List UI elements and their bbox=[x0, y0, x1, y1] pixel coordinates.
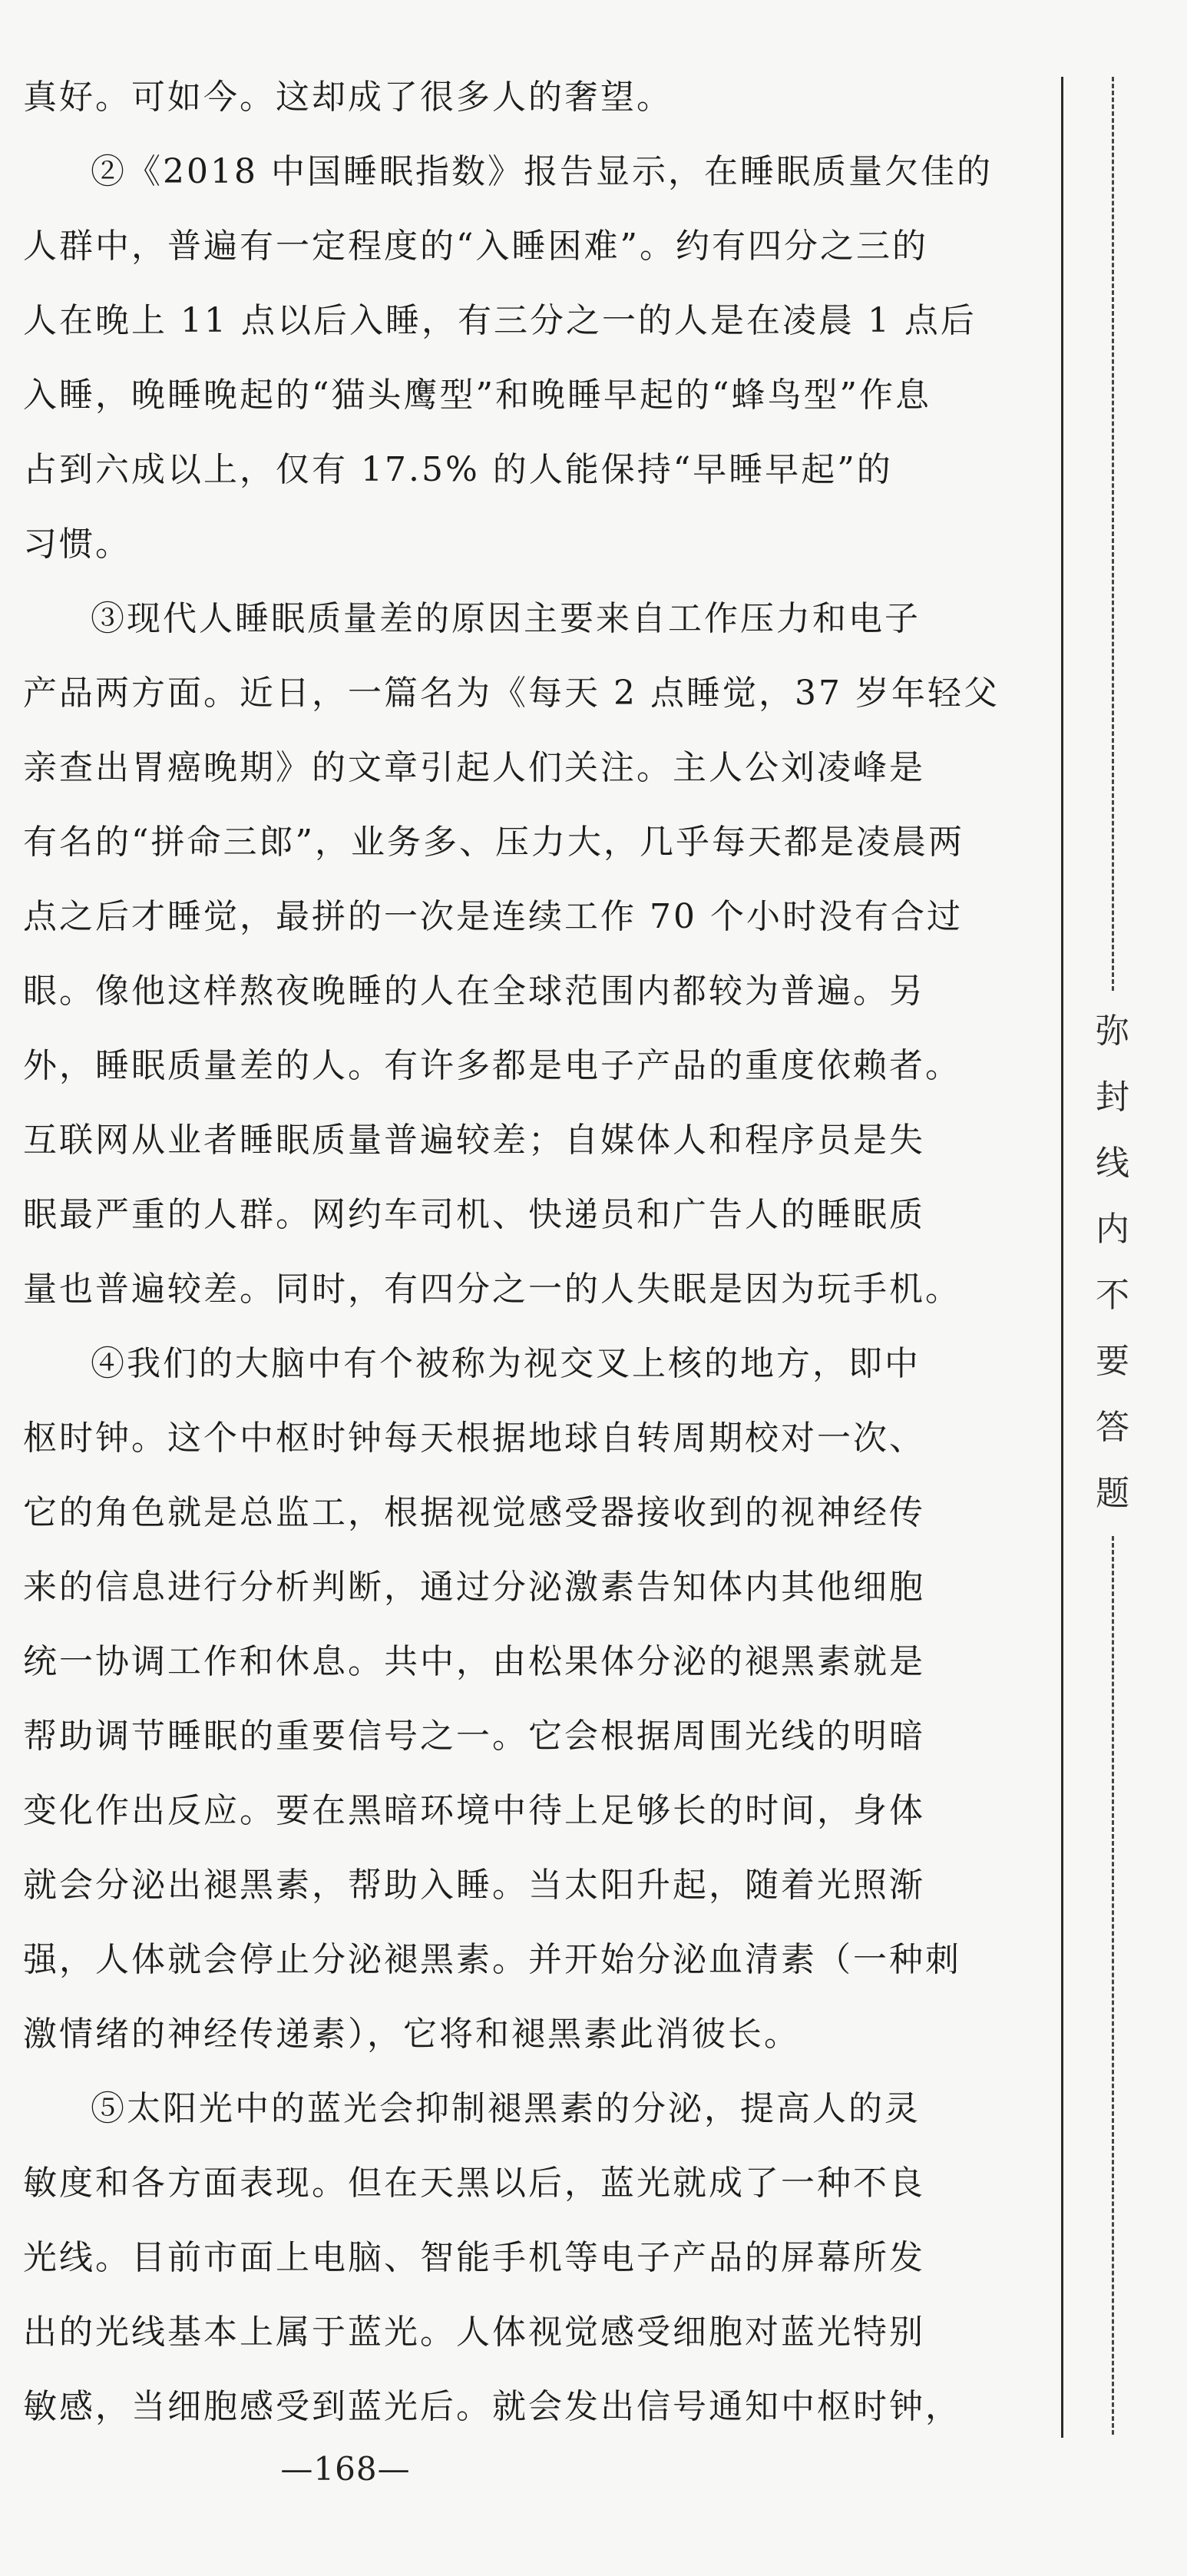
text-line: ④我们的大脑中有个被称为视交叉上核的地方，即中 bbox=[91, 1344, 921, 1383]
seal-char: 答 bbox=[1096, 1408, 1129, 1447]
text-line: 敏度和各方面表现。但在天黑以后，蓝光就成了一种不良 bbox=[23, 2164, 925, 2203]
seal-dashed-line-top bbox=[1112, 77, 1114, 991]
text-line: 产品两方面。近日，一篇名为《每天 2 点睡觉，37 岁年轻父 bbox=[23, 674, 1000, 713]
text-line: 亲查出胃癌晚期》的文章引起人们关注。主人公刘凌峰是 bbox=[23, 748, 925, 787]
text-line: ②《2018 中国睡眠指数》报告显示，在睡眠质量欠佳的 bbox=[91, 152, 993, 191]
seal-dashed-line-bottom bbox=[1112, 1536, 1114, 2435]
text-line: 强，人体就会停止分泌褪黑素。并开始分泌血清素（一种刺 bbox=[23, 1940, 961, 1979]
text-line: ⑤太阳光中的蓝光会抑制褪黑素的分泌，提高人的灵 bbox=[91, 2089, 921, 2128]
text-line: 互联网从业者睡眠质量普遍较差；自媒体人和程序员是失 bbox=[23, 1121, 925, 1160]
text-line: 量也普遍较差。同时，有四分之一的人失眠是因为玩手机。 bbox=[23, 1270, 961, 1309]
text-line: 外，睡眠质量差的人。有许多都是电子产品的重度依赖者。 bbox=[23, 1046, 961, 1085]
text-line: 敏感，当细胞感受到蓝光后。就会发出信号通知中枢时钟， bbox=[23, 2387, 961, 2426]
text-line: ③现代人睡眠质量差的原因主要来自工作压力和电子 bbox=[91, 599, 921, 638]
text-line: 就会分泌出褪黑素，帮助入睡。当太阳升起，随着光照渐 bbox=[23, 1866, 925, 1905]
seal-char: 弥 bbox=[1096, 1012, 1129, 1051]
text-line: 眼。像他这样熬夜晚睡的人在全球范围内都较为普遍。另 bbox=[23, 972, 925, 1011]
seal-char: 封 bbox=[1096, 1078, 1129, 1117]
text-line: 变化作出反应。要在黑暗环境中待上足够长的时间，身体 bbox=[23, 1791, 925, 1830]
seal-notice bbox=[1081, 998, 1144, 1527]
text-line: 人群中，普遍有一定程度的“入睡困难”。约有四分之三的 bbox=[23, 227, 928, 266]
text-line: 习惯。 bbox=[23, 525, 131, 564]
page-number: —168— bbox=[280, 2450, 411, 2488]
text-line: 真好。可如今。这却成了很多人的奢望。 bbox=[23, 78, 673, 117]
text-line: 枢时钟。这个中枢时钟每天根据地球自转周期校对一次、 bbox=[23, 1419, 925, 1458]
seal-char: 不 bbox=[1096, 1276, 1129, 1315]
text-line: 占到六成以上，仅有 17.5% 的人能保持“早睡早起”的 bbox=[23, 450, 893, 489]
text-line: 点之后才睡觉，最拼的一次是连续工作 70 个小时没有合过 bbox=[23, 897, 963, 936]
text-line: 统一协调工作和休息。共中，由松果体分泌的褪黑素就是 bbox=[23, 1642, 925, 1681]
seal-char: 要 bbox=[1096, 1342, 1129, 1381]
text-line: 光线。目前市面上电脑、智能手机等电子产品的屏幕所发 bbox=[23, 2238, 925, 2277]
text-line: 激情绪的神经传递素），它将和褪黑素此消彼长。 bbox=[23, 2015, 800, 2054]
text-line: 来的信息进行分析判断，通过分泌激素告知体内其他细胞 bbox=[23, 1568, 925, 1607]
seal-char: 题 bbox=[1096, 1474, 1129, 1513]
text-column bbox=[23, 60, 1037, 2444]
text-line: 出的光线基本上属于蓝光。人体视觉感受细胞对蓝光特别 bbox=[23, 2313, 925, 2352]
text-line: 帮助调节睡眠的重要信号之一。它会根据周围光线的明暗 bbox=[23, 1717, 925, 1756]
seal-char: 内 bbox=[1096, 1210, 1129, 1249]
text-line: 人在晚上 11 点以后入睡，有三分之一的人是在凌晨 1 点后 bbox=[23, 301, 977, 340]
seal-char: 线 bbox=[1096, 1144, 1129, 1183]
text-line: 眠最严重的人群。网约车司机、快递员和广告人的睡眠质 bbox=[23, 1195, 925, 1234]
text-line: 有名的“拼命三郎”，业务多、压力大，几乎每天都是凌晨两 bbox=[23, 823, 964, 862]
text-line: 入睡，晚睡晚起的“猫头鹰型”和晚睡早起的“蜂鸟型”作息 bbox=[23, 376, 931, 415]
text-line: 它的角色就是总监工，根据视觉感受器接收到的视神经传 bbox=[23, 1493, 925, 1532]
binding-border-line bbox=[1061, 77, 1063, 2438]
